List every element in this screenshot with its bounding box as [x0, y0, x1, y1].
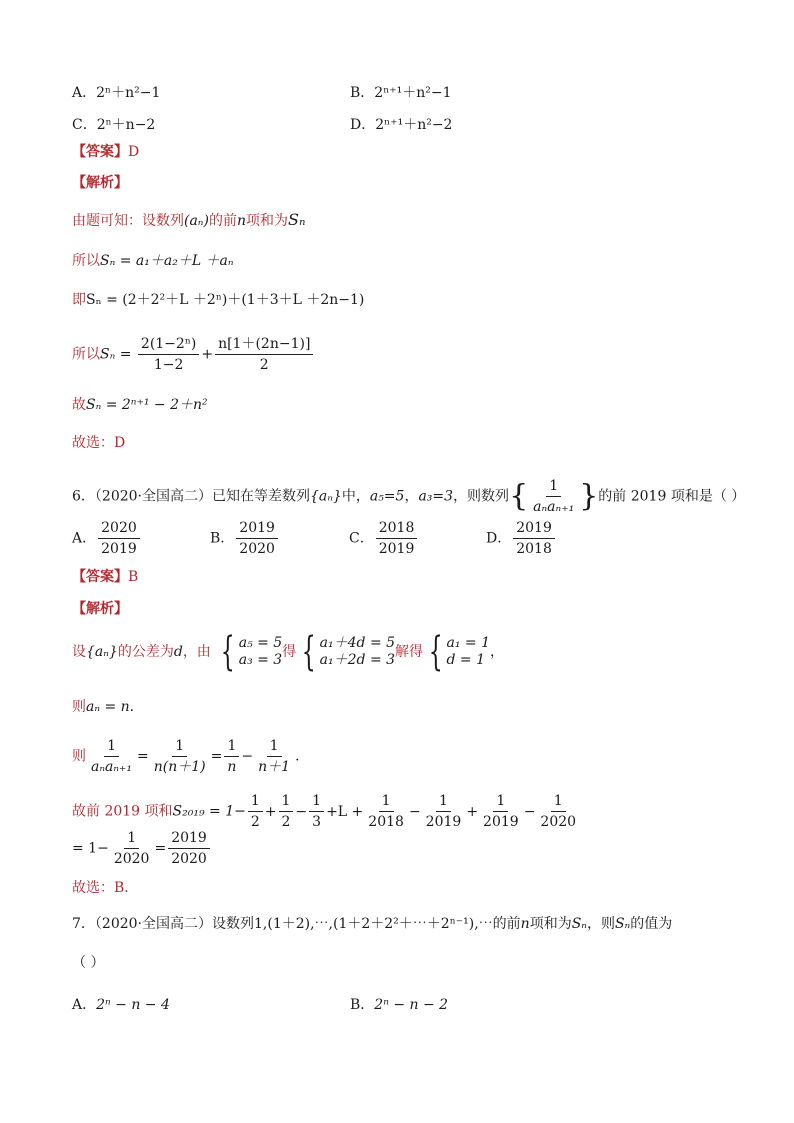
q5-frac-1: $\frac{\text{2(1−2ⁿ)}}{1-2}$: [138, 336, 199, 373]
q6-system-2: { a₁＋4d = 5 a₁＋2d = 3: [301, 629, 396, 675]
q5-answer: 【答案】D: [72, 144, 140, 160]
q7-paren: （ ）: [72, 955, 105, 971]
sum-operator: +: [466, 803, 479, 820]
q6-sol-line1: 设{aₙ}的公差为d，由 { a₅ = 5 a₃ = 3 得 { a₁＋4d = 5 a₁＋2d = 3 解得 { a₁ = 1 d = 1 ，: [72, 629, 504, 675]
q6-analysis-tag: 【解析】: [72, 601, 128, 617]
q6-option-b: B． $\frac{2019}{2020}$: [210, 520, 280, 557]
q7-option-b: B．2ⁿ − n − 2: [350, 997, 449, 1013]
q5-analysis-tag: 【解析】: [72, 175, 128, 191]
q6-option-c: C． $\frac{2018}{2019}$: [349, 520, 419, 557]
sum-operator: −: [408, 803, 421, 820]
sum-operator: −: [523, 803, 536, 820]
q6-option-a: A． $\frac{2020}{2019}$: [72, 520, 142, 557]
q6-sol-line2: 则aₙ = n．: [72, 699, 144, 715]
q7-option-a: A．2ⁿ − n − 4: [72, 997, 170, 1013]
q6-answer: 【答案】B: [72, 569, 139, 585]
q6-stem: 6．（2020·全国高二）已知在等差数列{aₙ}中，a₅=5，a₃=3，则数列{ $\frac{1}{\text{aₙaₙ₊₁}}$ }的前 2019 项和是（ ）: [72, 478, 746, 516]
q6-system-3: { a₁ = 1 d = 1: [428, 629, 490, 675]
sum-fraction: $\frac{1}{2}$: [248, 793, 263, 830]
sum-fraction: $\frac{1}{2019}$: [483, 793, 519, 831]
q5-option-b: B．2ⁿ⁺¹＋n²−1: [350, 85, 452, 101]
q6-sol-line6: 故选：B．: [72, 880, 139, 896]
sum-fraction: $\frac{1}{2019}$: [425, 793, 462, 831]
q5-sol-line3: 即Sₙ = (2＋2²＋L ＋2ⁿ)＋(1＋3＋L ＋2n−1): [72, 292, 365, 308]
q6-sol-line4: 故前 2019 项和S₂₀₁₉ = 1− $\frac{1}{2}$ + $\frac{1}{2}$ − $\frac{1}{3}$ +L + $\frac{1}{2018}$ − $\frac{1}{2019}$ + $\frac{1}{2019}$ − $\frac{1}{2020}$: [72, 793, 581, 830]
q5-option-c: C．2ⁿ＋n−2: [72, 117, 156, 133]
q5-sol-line4: 所以Sₙ = $\frac{\text{2(1−2ⁿ)}}{1-2}$ + $\frac{n[1+(2n-1)]}{2}$: [72, 336, 315, 373]
q5-frac-2: $\frac{n[1+(2n-1)]}{2}$: [215, 336, 313, 373]
sum-operator: +L +: [326, 803, 364, 820]
sum-operator: +: [264, 803, 277, 820]
q5-sol-line1: 由题可知：设数列(aₙ)的前n项和为Sₙ: [72, 210, 306, 229]
q5-option-a: A．2ⁿ＋n²−1: [72, 85, 161, 101]
q5-option-d: D．2ⁿ⁺¹＋n²−2: [350, 117, 453, 133]
sum-fraction: $\frac{1}{2018}$: [368, 793, 404, 831]
sum-fraction: $\frac{1}{2020}$: [540, 793, 577, 831]
q5-sol-line6: 故选：D: [72, 435, 126, 451]
q6-option-d: D． $\frac{2019}{2018}$: [486, 520, 557, 557]
q7-stem: 7．（2020·全国高二）设数列1,(1＋2),⋯,(1＋2＋2²＋⋯＋2ⁿ⁻¹),⋯的前n项和为Sₙ，则Sₙ的值为: [72, 916, 673, 932]
q6-system-1: { a₅ = 5 a₃ = 3: [220, 629, 283, 675]
q6-stem-frac: $\frac{1}{\text{aₙaₙ₊₁}}$: [533, 478, 575, 516]
sum-fraction: $\frac{1}{3}$: [309, 793, 324, 830]
q6-sol-line5: = 1− $\frac{1}{2020}$ = $\frac{2019}{2020}$: [72, 830, 212, 867]
sum-operator: −: [295, 803, 308, 820]
q5-sol-line5: 故Sₙ = 2ⁿ⁺¹ − 2＋n²: [72, 397, 208, 413]
q5-sol-line2: 所以Sₙ = a₁＋a₂＋L ＋aₙ: [72, 253, 234, 269]
q6-sol-line3: 则 $\frac{1}{\text{aₙaₙ₊₁}}$ = $\frac{1}{n(n+1)}$ = $\frac{1}{n}$ − $\frac{1}{n+1}$ ．: [72, 738, 310, 776]
sum-fraction: $\frac{1}{2}$: [279, 793, 294, 830]
